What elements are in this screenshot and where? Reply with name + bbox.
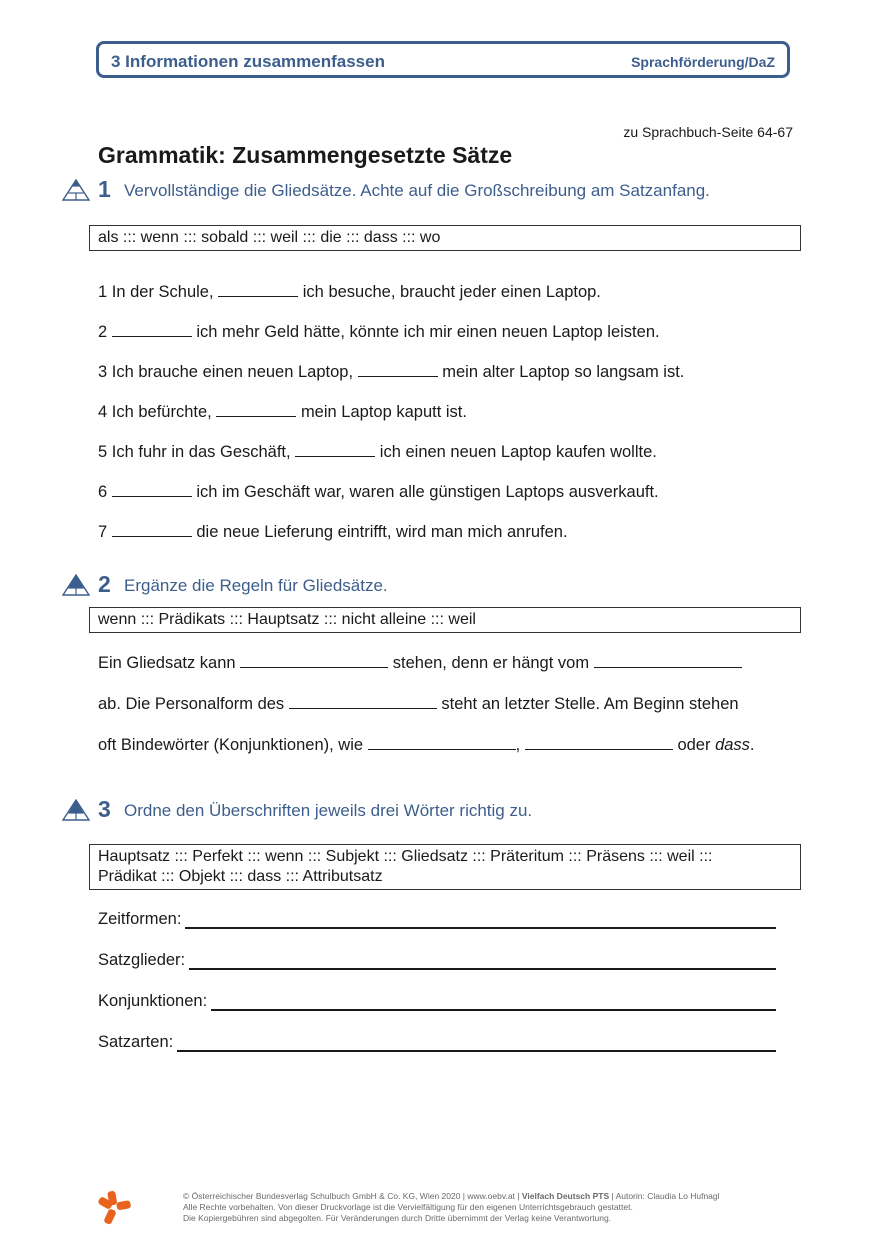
chapter-tag: Sprachförderung/DaZ xyxy=(631,54,775,70)
footer-line: Alle Rechte vorbehalten. Von dieser Druckvorlage ist die Vervielfältigung für den eigenen Unterrichtsgebrauch gestattet. xyxy=(183,1202,633,1212)
sentence-text: 1 In der Schule, xyxy=(98,283,214,301)
rule-text: stehen, denn er hängt vom xyxy=(392,654,590,672)
rule-text: . xyxy=(749,736,755,754)
task-number: 1 xyxy=(98,176,111,202)
exercise-sentence xyxy=(98,282,601,302)
task-number: 3 xyxy=(98,796,111,822)
word-box-line: Hauptsatz ::: Perfekt ::: wenn ::: Subjekt ::: Gliedsatz ::: Präteritum ::: Präsens ::: weil ::: xyxy=(98,848,713,865)
rule-text: oft Bindewörter (Konjunktionen), wie xyxy=(98,736,364,754)
page-reference: zu Sprachbuch-Seite 64-67 xyxy=(623,124,793,140)
word-box xyxy=(89,844,801,890)
sentence-text: mein Laptop kaputt ist. xyxy=(300,403,467,421)
rule-line xyxy=(98,735,755,755)
answer-blank[interactable] xyxy=(525,735,673,750)
copyright-footer xyxy=(183,1191,720,1224)
answer-blank[interactable] xyxy=(216,402,296,417)
sentence-text: 4 Ich befürchte, xyxy=(98,403,212,421)
answer-blank[interactable] xyxy=(112,482,192,497)
task-instruction: Ordne den Überschriften jeweils drei Wörter richtig zu. xyxy=(124,801,533,820)
answer-blank[interactable] xyxy=(295,442,375,457)
rule-line xyxy=(98,653,742,673)
rule-text-italic: dass xyxy=(715,736,750,754)
answer-line[interactable] xyxy=(177,1033,776,1052)
difficulty-pyramid-icon xyxy=(62,574,90,596)
category-row xyxy=(98,910,776,929)
publisher-logo-icon xyxy=(96,1190,132,1226)
answer-blank[interactable] xyxy=(112,322,192,337)
answer-blank[interactable] xyxy=(289,694,437,709)
difficulty-pyramid-icon xyxy=(62,799,90,821)
answer-line[interactable] xyxy=(189,951,776,970)
chapter-title: 3 Informationen zusammenfassen xyxy=(111,52,385,71)
footer-text: | Autorin: Claudia Lo Hufnagl xyxy=(609,1191,720,1201)
answer-blank[interactable] xyxy=(240,653,388,668)
sentence-text: 7 xyxy=(98,523,108,541)
task-instruction: Vervollständige die Gliedsätze. Achte auf die Großschreibung am Satzanfang. xyxy=(124,181,710,200)
answer-line[interactable] xyxy=(211,992,776,1011)
answer-blank[interactable] xyxy=(368,735,516,750)
category-label: Satzarten: xyxy=(98,1033,174,1051)
sentence-text: ich einen neuen Laptop kaufen wollte. xyxy=(379,443,657,461)
category-row xyxy=(98,951,776,970)
task-instruction: Ergänze die Regeln für Gliedsätze. xyxy=(124,576,388,595)
exercise-sentence xyxy=(98,442,657,462)
category-row xyxy=(98,992,776,1011)
sentence-text: ich besuche, braucht jeder einen Laptop. xyxy=(302,283,601,301)
footer-line: Die Kopiergebühren sind abgegolten. Für Veränderungen durch Dritte übernimmt der Verlag keine Verantwortung. xyxy=(183,1213,612,1223)
category-row xyxy=(98,1033,776,1052)
exercise-sentence xyxy=(98,482,659,502)
chapter-header xyxy=(96,41,790,78)
answer-blank[interactable] xyxy=(358,362,438,377)
category-label: Satzglieder: xyxy=(98,951,186,969)
category-label: Zeitformen: xyxy=(98,910,182,928)
sentence-text: ich im Geschäft war, waren alle günstigen Laptops ausverkauft. xyxy=(196,483,659,501)
category-label: Konjunktionen: xyxy=(98,992,208,1010)
answer-blank[interactable] xyxy=(594,653,742,668)
page-title: Grammatik: Zusammengesetzte Sätze xyxy=(98,142,513,168)
answer-line[interactable] xyxy=(185,910,776,929)
sentence-text: 5 Ich fuhr in das Geschäft, xyxy=(98,443,291,461)
answer-blank[interactable] xyxy=(218,282,298,297)
word-box: als ::: wenn ::: sobald ::: weil ::: die ::: dass ::: wo xyxy=(89,225,801,251)
rule-text: oder xyxy=(677,736,711,754)
exercise-sentence xyxy=(98,362,684,382)
exercise-sentence xyxy=(98,402,467,422)
sentence-text: 2 xyxy=(98,323,108,341)
footer-text: © Österreichischer Bundesverlag Schulbuch GmbH & Co. KG, Wien 2020 | www.oebv.at | xyxy=(183,1191,522,1201)
word-box-line: Prädikat ::: Objekt ::: dass ::: Attributsatz xyxy=(98,868,383,885)
answer-blank[interactable] xyxy=(112,522,192,537)
rule-text: steht an letzter Stelle. Am Beginn stehen xyxy=(441,695,739,713)
sentence-text: 3 Ich brauche einen neuen Laptop, xyxy=(98,363,354,381)
exercise-sentence xyxy=(98,322,660,342)
footer-line xyxy=(183,1191,720,1202)
sentence-text: 6 xyxy=(98,483,108,501)
exercise-sentence xyxy=(98,522,568,542)
word-box: wenn ::: Prädikats ::: Hauptsatz ::: nicht alleine ::: weil xyxy=(89,607,801,633)
sentence-text: die neue Lieferung eintrifft, wird man mich anrufen. xyxy=(196,523,568,541)
footer-book-title: Vielfach Deutsch PTS xyxy=(521,1191,610,1201)
sentence-text: mein alter Laptop so langsam ist. xyxy=(442,363,685,381)
rule-line xyxy=(98,694,739,714)
rule-text: , xyxy=(515,736,521,754)
difficulty-pyramid-icon xyxy=(62,179,90,201)
task-number: 2 xyxy=(98,571,111,597)
rule-text: Ein Gliedsatz kann xyxy=(98,654,236,672)
sentence-text: ich mehr Geld hätte, könnte ich mir einen neuen Laptop leisten. xyxy=(196,323,660,341)
rule-text: ab. Die Personalform des xyxy=(98,695,285,713)
